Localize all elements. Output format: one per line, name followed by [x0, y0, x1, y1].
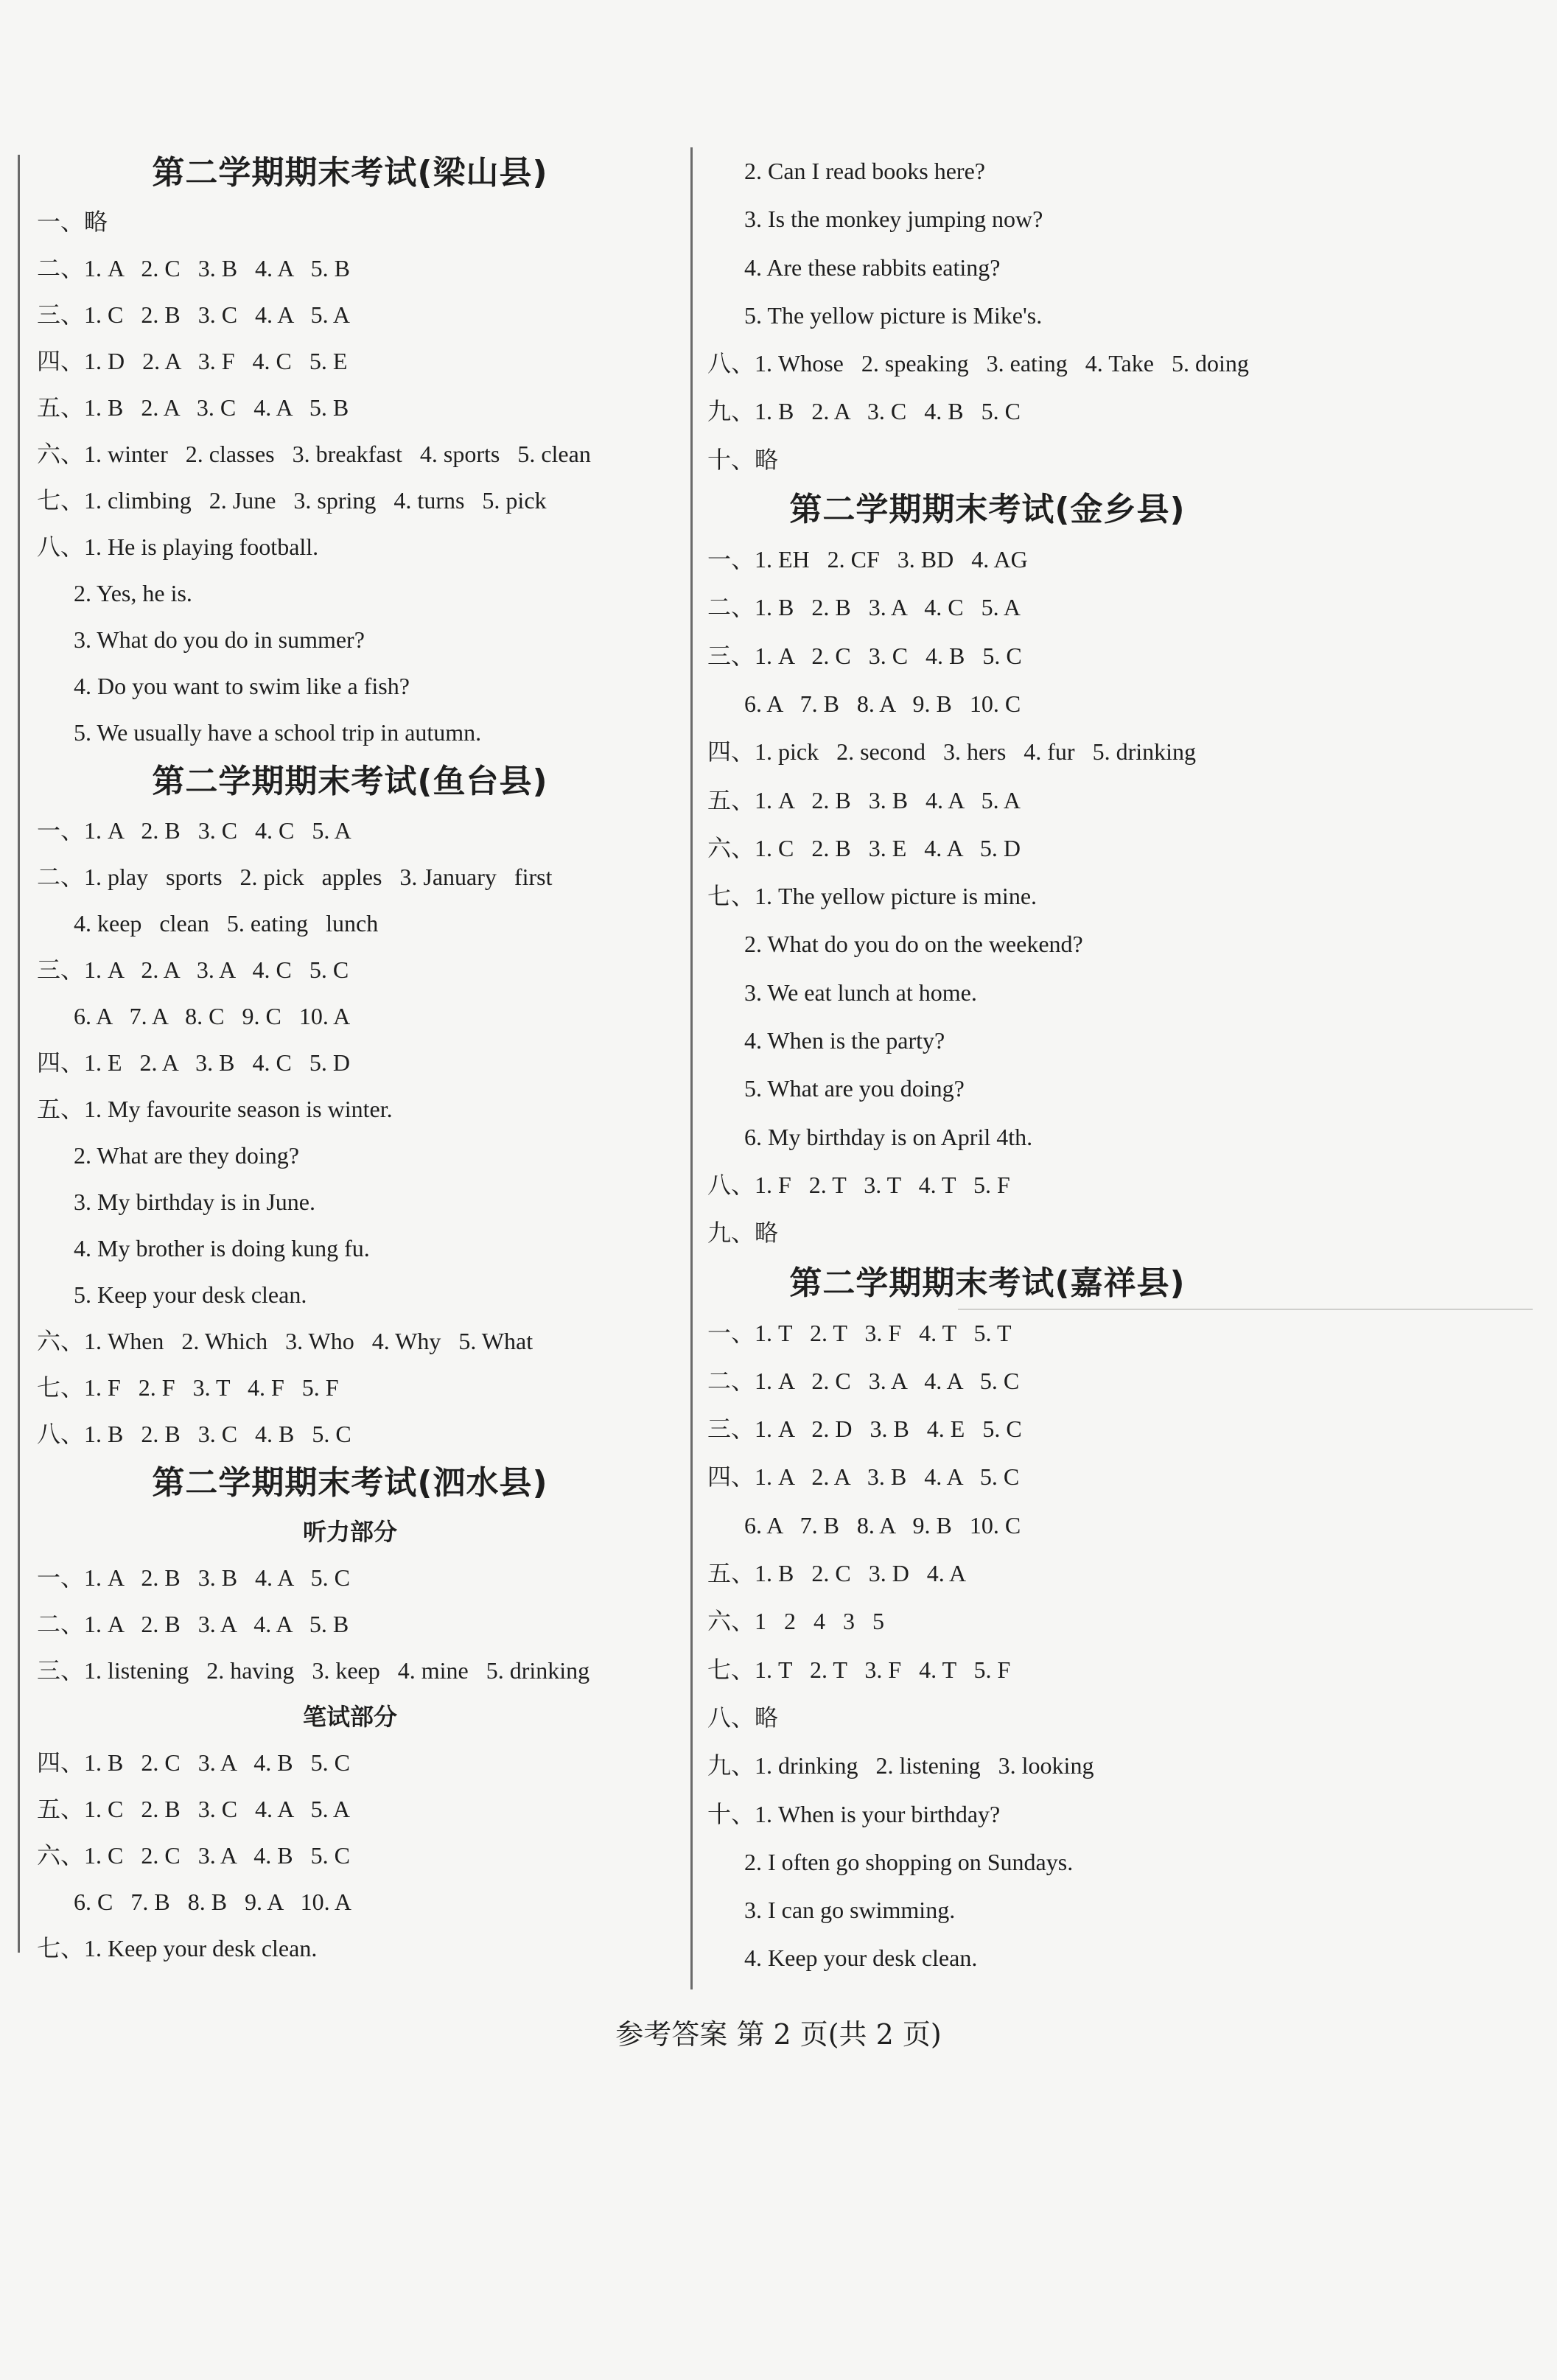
answer-row: 九、1. drinking 2. listening 3. looking	[707, 1752, 1094, 1779]
section-title-liangshan: 第二学期期末考试(梁山县)	[152, 154, 548, 192]
answer-row: 九、略	[707, 1219, 779, 1247]
answer-row: 七、1. T 2. T 3. F 4. T 5. F	[707, 1656, 1011, 1683]
answer-row: 4. Keep your desk clean.	[744, 1945, 978, 1972]
answer-row: 五、1. B 2. C 3. D 4. A	[707, 1560, 967, 1587]
answer-row: 三、1. listening 2. having 3. keep 4. mine 5. drinking	[37, 1657, 590, 1684]
answer-row: 3. We eat lunch at home.	[744, 979, 977, 1006]
answer-row: 四、1. D 2. A 3. F 4. C 5. E	[37, 348, 348, 374]
section-title-jiaxiang: 第二学期期末考试(嘉祥县)	[789, 1264, 1186, 1302]
answer-row: 一、1. EH 2. CF 3. BD 4. AG	[707, 546, 1028, 573]
answer-row: 5. The yellow picture is Mike's.	[744, 301, 1043, 329]
answer-row: 六、1. winter 2. classes 3. breakfast 4. sports 5. clean	[37, 441, 591, 467]
answer-row: 三、1. C 2. B 3. C 4. A 5. A	[37, 301, 350, 328]
answer-row: 4. Do you want to swim like a fish?	[74, 673, 410, 699]
right-column	[707, 147, 1518, 1983]
answer-row: 五、1. My favourite season is winter.	[37, 1096, 393, 1122]
answer-row: 二、1. play sports 2. pick apples 3. January first	[37, 864, 553, 890]
answer-row: 四、1. E 2. A 3. B 4. C 5. D	[37, 1049, 350, 1076]
answer-row: 2. Can I read books here?	[744, 158, 985, 184]
left-column	[37, 147, 678, 1972]
answer-row: 3. Is the monkey jumping now?	[744, 206, 1043, 233]
answer-row: 十、1. When is your birthday?	[707, 1800, 1001, 1827]
column-divider	[690, 147, 693, 1989]
answer-row: 六、1 2 4 3 5	[707, 1608, 885, 1635]
answer-row: 五、1. A 2. B 3. B 4. A 5. A	[707, 786, 1021, 813]
answer-row: 九、1. B 2. A 3. C 4. B 5. C	[707, 398, 1021, 425]
answer-row: 2. What do you do on the weekend?	[744, 931, 1083, 958]
answer-row: 4. When is the party?	[744, 1027, 945, 1054]
answer-row: 一、1. T 2. T 3. F 4. T 5. T	[707, 1319, 1012, 1346]
left-margin-rule	[18, 155, 20, 1953]
answer-row: 六、1. When 2. Which 3. Who 4. Why 5. What	[37, 1328, 533, 1354]
answer-row: 6. A 7. A 8. C 9. C 10. A	[74, 1003, 351, 1029]
answer-row: 二、1. A 2. B 3. A 4. A 5. B	[37, 1611, 349, 1637]
answer-row: 四、1. B 2. C 3. A 4. B 5. C	[37, 1749, 350, 1776]
answer-row: 5. We usually have a school trip in autumn.	[74, 719, 482, 746]
answer-row: 一、略	[37, 209, 108, 235]
answer-row: 五、1. C 2. B 3. C 4. A 5. A	[37, 1796, 350, 1822]
answer-row: 4. My brother is doing kung fu.	[74, 1235, 370, 1261]
answer-row: 二、1. A 2. C 3. B 4. A 5. B	[37, 255, 350, 281]
answer-row: 6. A 7. B 8. A 9. B 10. C	[744, 1511, 1021, 1539]
answer-row: 3. What do you do in summer?	[74, 626, 365, 653]
answer-row: 三、1. A 2. D 3. B 4. E 5. C	[707, 1415, 1022, 1443]
answer-row: 八、1. Whose 2. speaking 3. eating 4. Take 5. doing	[707, 350, 1249, 377]
answer-row: 二、1. A 2. C 3. A 4. A 5. C	[707, 1367, 1020, 1394]
section-title-sishui: 第二学期期末考试(泗水县)	[152, 1464, 548, 1502]
answer-row: 2. What are they doing?	[74, 1142, 299, 1169]
answer-row: 一、1. A 2. B 3. C 4. C 5. A	[37, 817, 351, 844]
answer-row: 三、1. A 2. C 3. C 4. B 5. C	[707, 642, 1022, 669]
answer-row: 5. What are you doing?	[744, 1075, 965, 1102]
answer-row: 八、1. B 2. B 3. C 4. B 5. C	[37, 1421, 351, 1447]
answer-row: 6. My birthday is on April 4th.	[744, 1123, 1033, 1150]
subsection-title-listening: 听力部分	[302, 1518, 397, 1546]
answer-row: 七、1. Keep your desk clean.	[37, 1935, 318, 1961]
page-footer: 参考答案 第 2 页(共 2 页)	[615, 2018, 942, 2051]
answer-row: 3. My birthday is in June.	[74, 1189, 315, 1215]
answer-row: 十、略	[707, 446, 779, 473]
answer-row: 三、1. A 2. A 3. A 4. C 5. C	[37, 956, 349, 983]
answer-row: 八、略	[707, 1704, 779, 1731]
answer-row: 八、1. F 2. T 3. T 4. T 5. F	[707, 1171, 1010, 1198]
answer-row: 二、1. B 2. B 3. A 4. C 5. A	[707, 594, 1021, 621]
section-title-yutai: 第二学期期末考试(鱼台县)	[152, 763, 548, 800]
answer-row: 八、1. He is playing football.	[37, 533, 319, 560]
answer-row: 3. I can go swimming.	[744, 1897, 956, 1924]
answer-row: 4. keep clean 5. eating lunch	[74, 910, 379, 937]
answer-row: 4. Are these rabbits eating?	[744, 253, 1001, 281]
answer-row: 七、1. The yellow picture is mine.	[707, 883, 1038, 910]
answer-row: 五、1. B 2. A 3. C 4. A 5. B	[37, 394, 349, 421]
subsection-title-written: 笔试部分	[302, 1703, 397, 1731]
answer-row: 四、1. pick 2. second 3. hers 4. fur 5. drinking	[707, 738, 1197, 766]
answer-row: 六、1. C 2. B 3. E 4. A 5. D	[707, 834, 1021, 861]
answer-row: 5. Keep your desk clean.	[74, 1281, 307, 1308]
answer-row: 6. C 7. B 8. B 9. A 10. A	[74, 1889, 351, 1915]
answer-row: 七、1. climbing 2. June 3. spring 4. turns 5. pick	[37, 487, 547, 514]
answer-row: 六、1. C 2. C 3. A 4. B 5. C	[37, 1842, 350, 1869]
section-title-jinxiang: 第二学期期末考试(金乡县)	[789, 491, 1186, 529]
answer-row: 6. A 7. B 8. A 9. B 10. C	[744, 690, 1021, 717]
answer-row: 2. Yes, he is.	[74, 580, 192, 606]
answer-row: 一、1. A 2. B 3. B 4. A 5. C	[37, 1564, 350, 1591]
answer-row: 四、1. A 2. A 3. B 4. A 5. C	[707, 1463, 1020, 1491]
answer-row: 七、1. F 2. F 3. T 4. F 5. F	[37, 1374, 339, 1401]
answer-row: 2. I often go shopping on Sundays.	[744, 1848, 1074, 1875]
